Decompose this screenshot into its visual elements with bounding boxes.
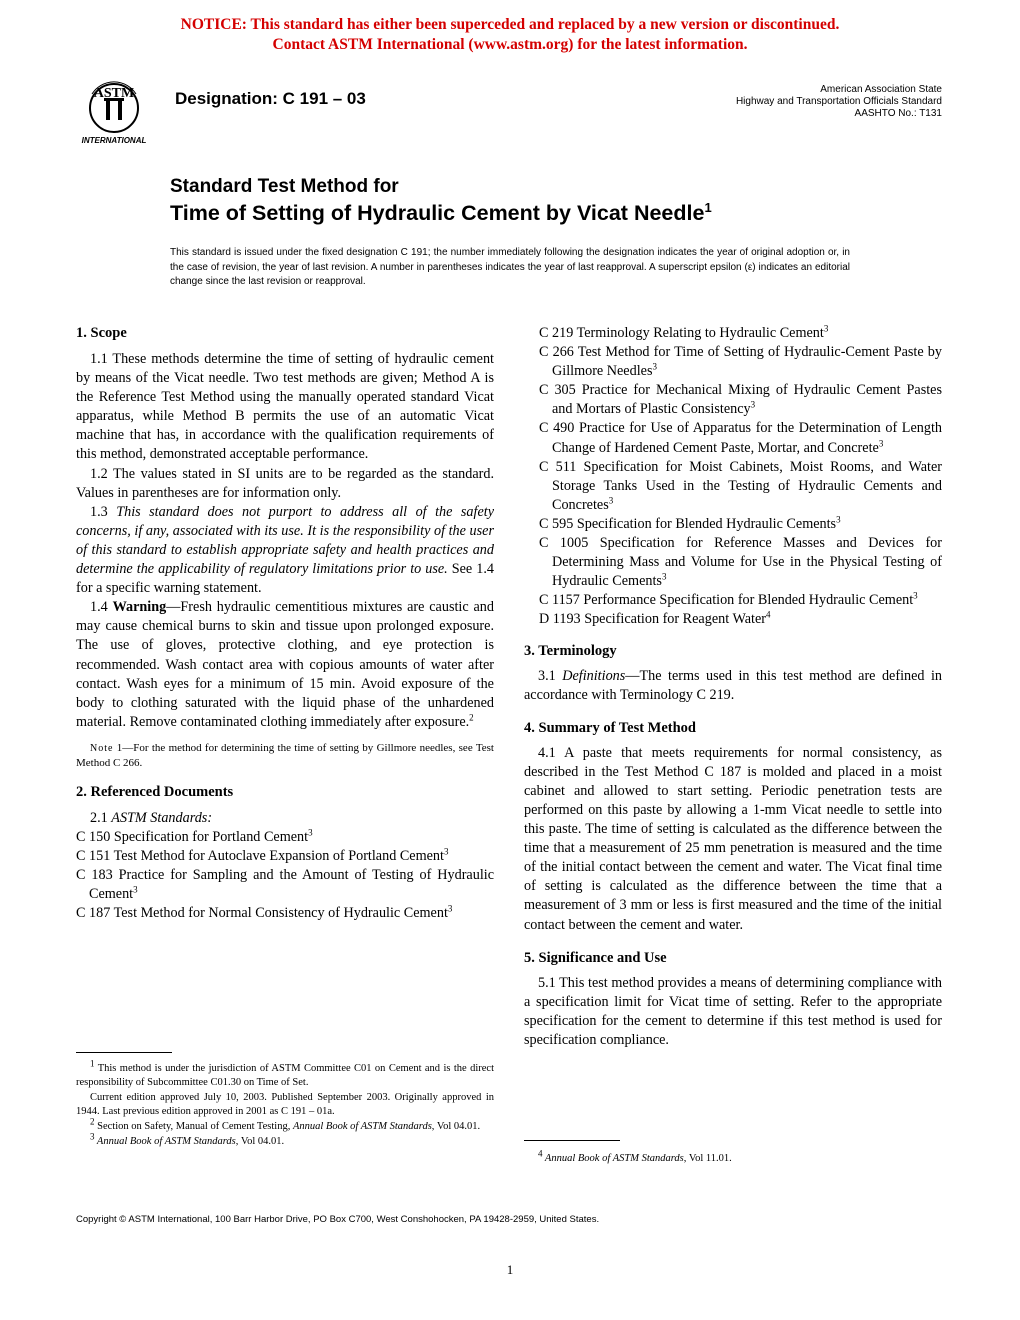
ref-sup: 3 (652, 361, 657, 372)
title-line-2 (170, 199, 712, 227)
left-column (76, 324, 494, 923)
left-footnotes (76, 1052, 494, 1149)
ref-sup: 3 (608, 495, 614, 506)
ref-text: C 595 Specification for Blended Hydraulic Cements (539, 515, 837, 532)
title-main: Time of Setting of Hydraulic Cement by Vicat Needle (170, 201, 705, 225)
footnote-3-num: 3 (90, 1131, 95, 1142)
ref-item (524, 610, 942, 629)
ref-item (524, 381, 942, 419)
ref-item (524, 591, 942, 610)
notice-line-2: Contact ASTM International (www.astm.org) for the latest information. (272, 36, 748, 53)
ref-sup: 3 (133, 884, 138, 895)
ref-sup: 3 (823, 323, 829, 334)
para-5-1: 5.1 This test method provides a means of determining compliance with a specification limit for Vicat time of setting. Refer to the appropriate specification for the cement to determine if this test method is used for specification compliance. (524, 974, 942, 1048)
right-column (524, 324, 942, 1050)
footnote-4-italic: Annual Book of ASTM Standards (542, 1153, 684, 1164)
para-2-1 (76, 809, 494, 828)
section-5-heading: 5. Significance and Use (524, 949, 667, 966)
document-title (170, 175, 712, 227)
para-4-1: 4.1 A paste that meets requirements for normal consistency, as described in the Test Method C 187 is molded and placed in a moist cabinet and allowed to start setting. Periodic penetration tests are performed on this paste by allowing a 1-mm Vicat needle to settle into this paste. The time of setting is calculated as the difference between the time that a measurement of 25 mm penetration is measured and the time of the initial contact between the cement and water. The Vicat final time of setting is calculated as the difference between the time that a measurement of 3 mm or less is first measured and the time of the initial contact between the cement and water. (524, 744, 942, 933)
aashto-line-2: Highway and Transportation Officials Standard (735, 96, 942, 107)
ref-text: C 219 Terminology Relating to Hydraulic Cement (539, 325, 824, 341)
ref-item (76, 904, 494, 923)
para-2-1-num: 2.1 (90, 809, 112, 826)
ref-text: C 150 Specification for Portland Cement (76, 828, 309, 845)
ref-text: C 305 Practice for Mechanical Mixing of Hydraulic Cement Pastes and Mortars of Plastic Consistency (539, 382, 942, 418)
para-1-3-tail: See 1.4 for a specific warning statement. (76, 561, 494, 597)
para-1-3 (76, 503, 494, 598)
page-number: 1 (506, 1262, 514, 1277)
para-1-2: 1.2 The values stated in SI units are to be regarded as the standard. Values in parentheses are for information only. (76, 465, 494, 501)
section-4-heading: 4. Summary of Test Method (524, 719, 696, 736)
ref-sup: 3 (447, 903, 453, 914)
footnote-3-tail: , Vol 04.01. (235, 1136, 285, 1147)
para-1-4-num: 1.4 (90, 599, 113, 616)
footnote-1-text: This method is under the jurisdiction of ASTM Committee C01 on Cement and is the direct responsibility of Subcommittee C01.30 on Time of Set. (76, 1063, 494, 1088)
ref-text: C 151 Test Method for Autoclave Expansion of Portland Cement (76, 848, 444, 865)
note-label: Note (90, 742, 114, 754)
aashto-block (736, 84, 942, 120)
aashto-line-1: American Association State (820, 84, 942, 95)
footnote-2-text: Section on Safety, Manual of Cement Testing, (94, 1121, 293, 1132)
footnote-4-num: 4 (538, 1148, 543, 1159)
section-1-heading: 1. Scope (76, 325, 127, 341)
notice-line-1: NOTICE: This standard has either been superceded and replaced by a new version or discontinued. (180, 16, 840, 33)
ref-sup: 3 (836, 514, 841, 525)
footnote-1 (76, 1058, 494, 1090)
footnote-4-tail: , Vol 11.01. (683, 1153, 732, 1164)
ref-item (76, 828, 494, 847)
ref-item (524, 343, 942, 381)
issuance-statement: This standard is issued under the fixed designation C 191; the number immediately following the designation indicates the year of original adoption or, in the case of revision, the year of last revision. A number in parentheses indicates the year of last reapproval. A superscript epsilon (ε) indicates an editorial change since the last revision or reapproval. (170, 247, 850, 287)
footnote-1-edition: Current edition approved July 10, 2003. Published September 2003. Originally approved in 1944. Last previous edition approved in 2001 as C 191 – 01a. (76, 1092, 494, 1117)
ref-text: C 490 Practice for Use of Apparatus for the Determination of Length Change of Hardened Cement Paste, Mortar, and Concrete (539, 420, 942, 456)
copyright: Copyright © ASTM International, 100 Barr Harbor Drive, PO Box C700, West Conshohocken, PA 19428-2959, United States. (76, 1214, 600, 1225)
section-2-heading: 2. Referenced Documents (76, 783, 234, 800)
para-3-1-text: —The terms used in this test method are defined in accordance with Terminology C 219. (524, 667, 942, 703)
ref-item (524, 458, 942, 515)
note-1 (76, 741, 494, 771)
para-1-4-sup: 2 (469, 712, 474, 723)
ref-sup: 3 (308, 827, 313, 838)
title-line-1: Standard Test Method for (170, 176, 399, 197)
ref-sup: 3 (443, 846, 449, 857)
footnote-2-italic: Annual Book of ASTM Standards (292, 1121, 432, 1132)
right-footnotes (524, 1140, 942, 1166)
para-3-1 (524, 667, 942, 705)
astm-logo (68, 80, 160, 146)
note-text: 1—For the method for determining the time of setting by Gillmore needles, see Test Method C 266. (76, 741, 494, 769)
para-3-1-num: 3.1 (538, 667, 563, 684)
ref-sup: 4 (765, 609, 771, 620)
footnote-3 (76, 1131, 494, 1149)
ref-item (524, 515, 942, 534)
title-footnote-ref: 1 (704, 199, 712, 215)
ref-item (524, 534, 942, 591)
logo-text: ASTM (93, 86, 135, 101)
footnote-2-num: 2 (90, 1116, 95, 1127)
ref-text: D 1193 Specification for Reagent Water (539, 611, 766, 628)
aashto-line-3: AASHTO No.: T131 (854, 108, 942, 119)
footnote-2 (76, 1116, 494, 1134)
ref-text: C 1157 Performance Specification for Blended Hydraulic Cement (539, 592, 914, 609)
designation: Designation: C 191 – 03 (175, 89, 366, 108)
footnote-4 (524, 1148, 942, 1166)
ref-text: C 266 Test Method for Time of Setting of Hydraulic-Cement Paste by Gillmore Needles (539, 344, 942, 380)
para-1-3-italic: This standard does not purport to address all of the safety concerns, if any, associated with its use. It is the responsibility of the user of this standard to establish appropriate safety and health practices and determine the applicability of regulatory limitations prior to use. (76, 503, 494, 578)
para-1-1: 1.1 These methods determine the time of setting of hydraulic cement by means of the Vicat needle. Two test methods are given; Method A is the Reference Test Method using the manually operated standard Vicat apparatus, while Method B permits the use of an automatic Vicat machine that has, in accordance with the qualification requirements of this method, demonstrated acceptable performance. (76, 351, 494, 463)
supersede-notice (0, 15, 1020, 55)
para-1-4 (76, 598, 494, 732)
ref-item (524, 419, 942, 457)
para-3-1-italic: Definitions (562, 667, 626, 684)
ref-text: C 1005 Specification for Reference Masses and Devices for Determining Mass and Volume for Use in the Physical Testing of Hydraulic Cements (539, 535, 942, 590)
footnote-1-num: 1 (90, 1058, 95, 1069)
ref-text: C 187 Test Method for Normal Consistency of Hydraulic Cement (76, 905, 448, 922)
footnote-3-italic: Annual Book of ASTM Standards (94, 1136, 236, 1147)
ref-text: C 511 Specification for Moist Cabinets, Moist Rooms, and Water Storage Tanks Used in the Testing of Hydraulic Cements and Concretes (539, 458, 942, 513)
logo-subtext: INTERNATIONAL (81, 136, 147, 145)
para-1-3-num: 1.3 (90, 503, 117, 520)
section-3-heading: 3. Terminology (524, 642, 617, 659)
para-1-4-text: —Fresh hydraulic cementitious mixtures are caustic and may cause chemical burns to skin and tissue upon prolonged exposure. The use of gloves, protective clothing, and eye protection is recommended. Wash contact area with copious amounts of water after contact. Wash eyes for a minimum of 15 min. Avoid exposure of the body to clothing saturated with the liquid phase of the unhardened material. Remove contaminated clothing immediately after exposure. (76, 599, 494, 730)
ref-sup: 3 (913, 590, 918, 601)
ref-sup: 3 (661, 571, 667, 582)
ref-item (76, 866, 494, 904)
footnote-2-tail: , Vol 04.01. (431, 1121, 481, 1132)
ref-item (524, 324, 942, 343)
ref-sup: 3 (878, 437, 884, 448)
ref-sup: 3 (750, 399, 756, 410)
para-2-1-italic: ASTM Standards: (111, 809, 213, 826)
ref-item (76, 847, 494, 866)
para-1-4-bold: Warning (112, 599, 167, 616)
ref-text: C 183 Practice for Sampling and the Amount of Testing of Hydraulic Cement (76, 867, 494, 903)
